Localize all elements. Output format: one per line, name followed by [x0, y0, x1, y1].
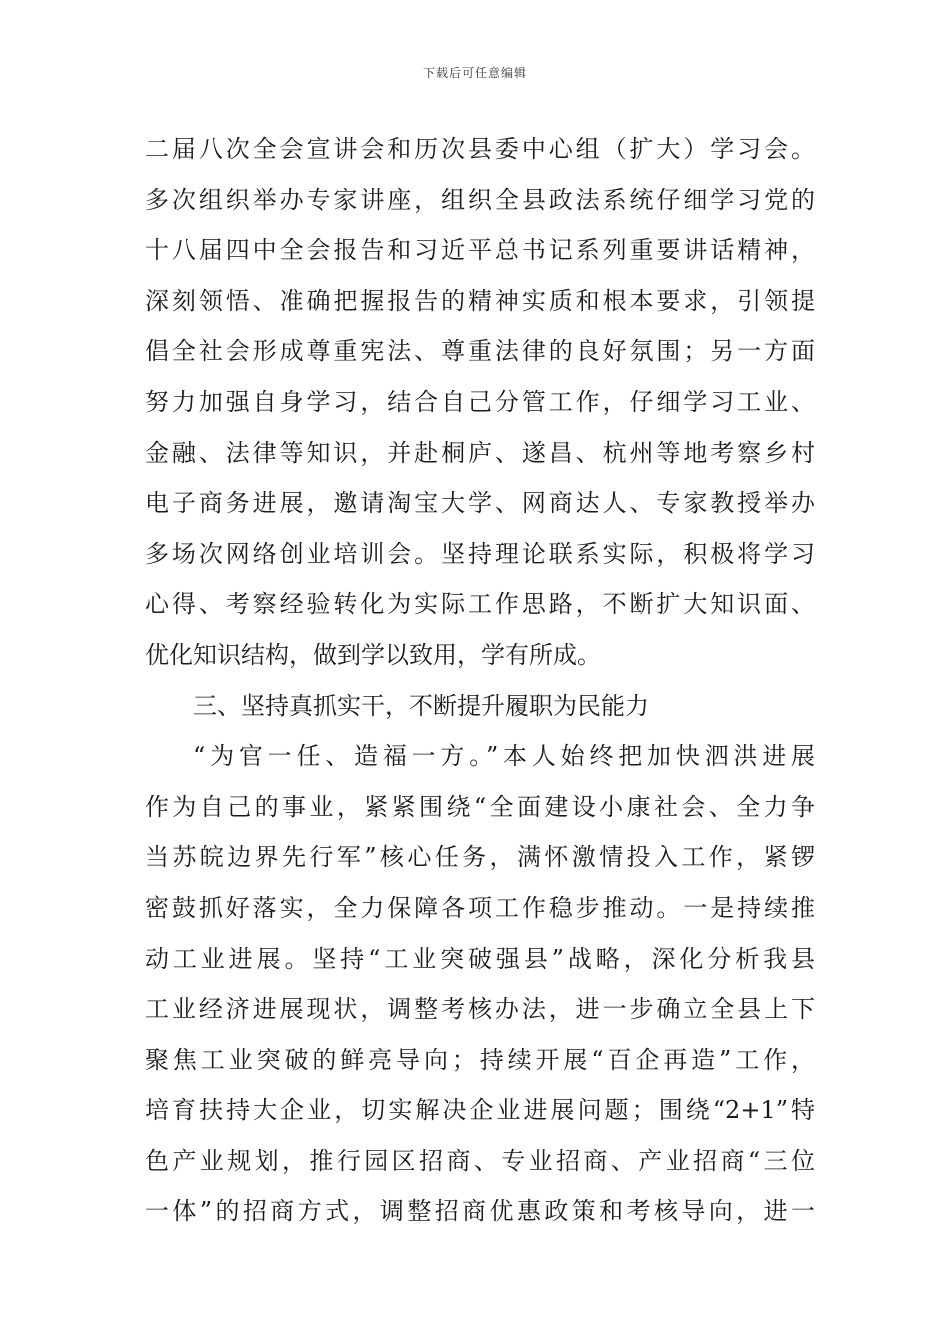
text-line: 工业经济进展现状，调整考核办法，进一步确立全县上下: [145, 995, 815, 1024]
page-header: 下载后可任意编辑: [422, 66, 527, 80]
text-line: 心得、考察经验转化为实际工作思路，不断扩大知识面、: [145, 590, 815, 619]
text-line: 多场次网络创业培训会。坚持理论联系实际，积极将学习: [145, 539, 815, 568]
text-line: 作为自己的事业，紧紧围绕“全面建设小康社会、全力争: [145, 792, 815, 821]
text-line: 二届八次全会宣讲会和历次县委中心组（扩大）学习会。: [145, 135, 815, 163]
text-line: 聚焦工业突破的鲜亮导向；持续开展“百企再造”工作，: [145, 1045, 815, 1074]
text-line: 动工业进展。坚持“工业突破强县”战略，深化分析我县: [145, 944, 815, 973]
text-line: 金融、法律等知识，并赴桐庐、遂昌、杭州等地考察乡村: [145, 438, 815, 467]
document-body: [145, 124, 815, 1237]
text-line: 深刻领悟、准确把握报告的精神实质和根本要求，引领提: [145, 286, 815, 315]
paragraph-end-line: 优化知识结构，做到学以致用，学有所成。: [145, 640, 601, 669]
text-line: 培育扶持大企业，切实解决企业进展问题；围绕“2+1”特: [145, 1096, 815, 1125]
text-line: 十八届四中全会报告和习近平总书记系列重要讲话精神，: [145, 236, 815, 265]
paragraph-start-line: “为官一任、造福一方。”本人始终把加快泗洪进展: [193, 742, 815, 771]
text-line: 电子商务进展，邀请淘宝大学、网商达人、专家教授举办: [145, 489, 815, 518]
text-line: 色产业规划，推行园区招商、专业招商、产业招商“三位: [145, 1146, 815, 1175]
text-line: 倡全社会形成尊重宪法、尊重法律的良好氛围；另一方面: [145, 337, 815, 366]
text-line: 一体”的招商方式，调整招商优惠政策和考核导向，进一: [145, 1197, 815, 1226]
text-line: 当苏皖边界先行军”核心任务，满怀激情投入工作，紧锣: [145, 843, 815, 872]
text-line: 密鼓抓好落实，全力保障各项工作稳步推动。一是持续推: [145, 893, 815, 922]
text-line: 努力加强自身学习，结合自己分管工作，仔细学习工业、: [145, 387, 815, 416]
text-line: 多次组织举办专家讲座，组织全县政法系统仔细学习党的: [145, 185, 815, 214]
section-heading: 三、坚持真抓实干，不断提升履职为民能力: [193, 691, 649, 720]
